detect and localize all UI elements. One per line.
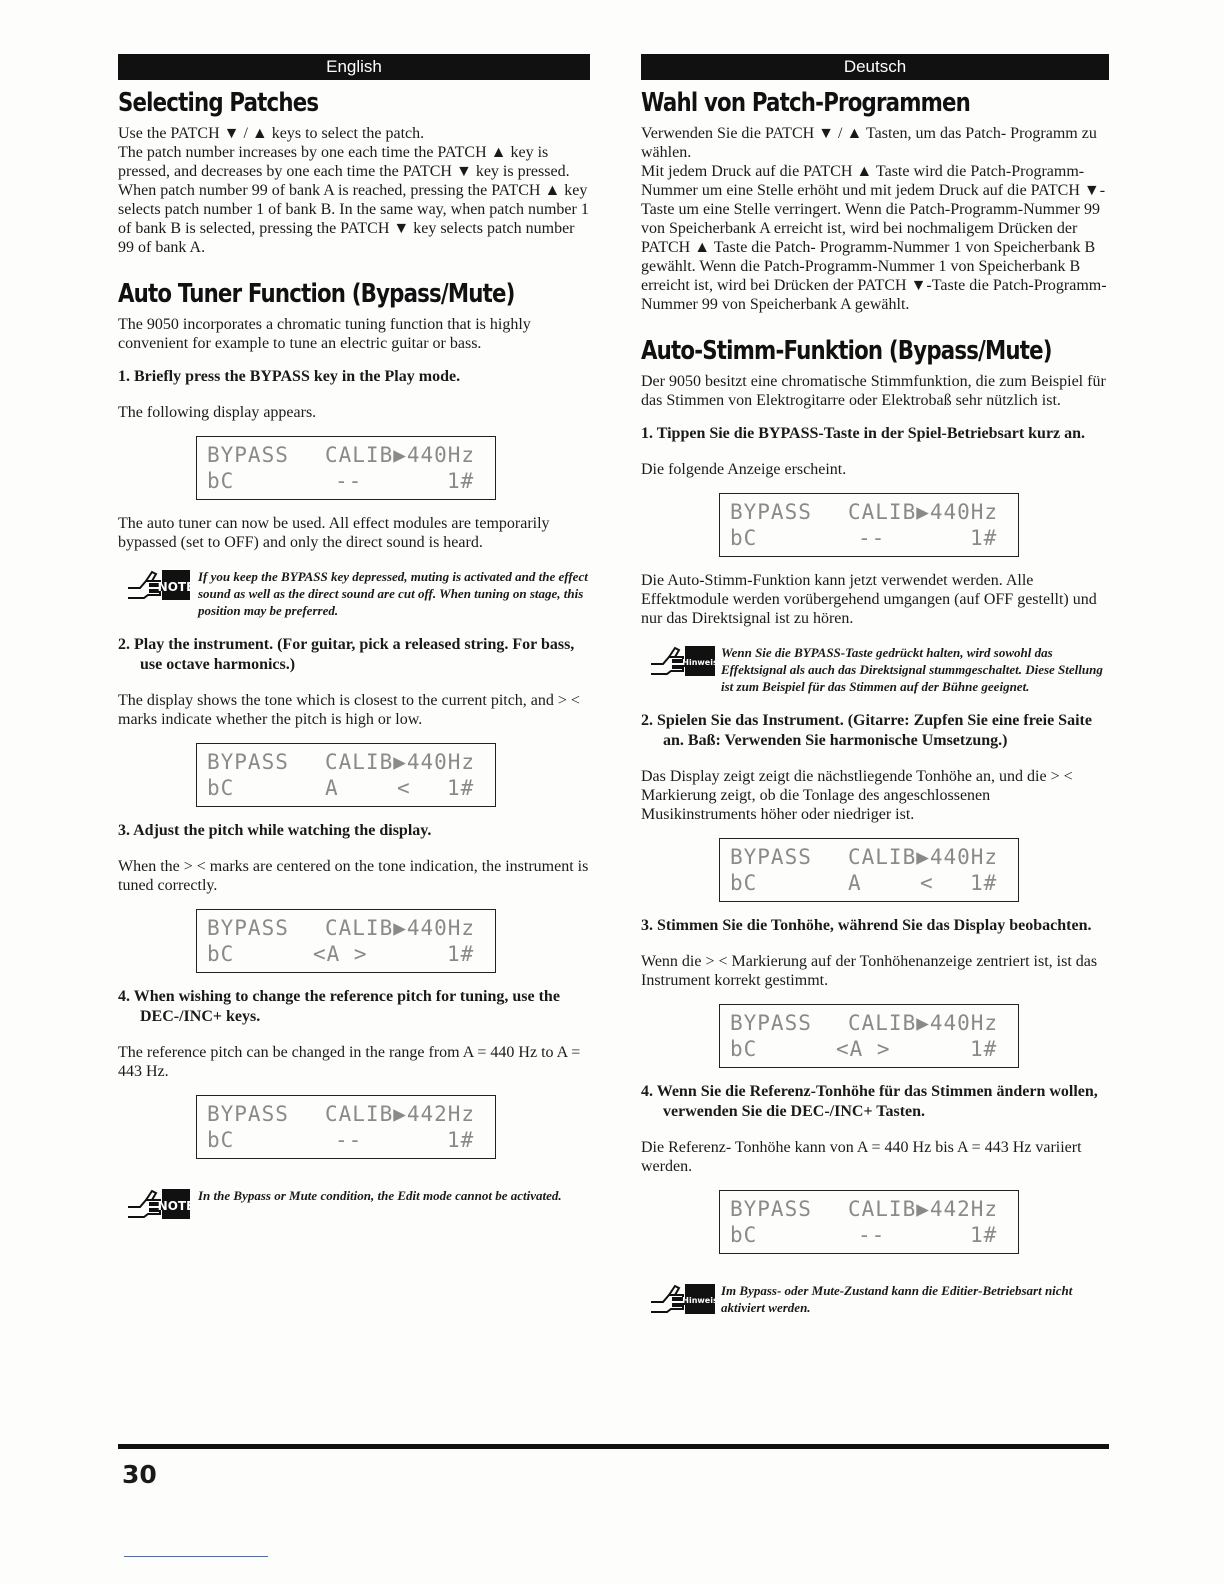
paragraph-auto-tuner-intro: The 9050 incorporates a chromatic tuning function that is highly convenient for example to tune an electric guitar or bass. (118, 316, 531, 352)
step-1: 1. Briefly press the BYPASS key in the Play mode. (118, 368, 461, 385)
lcd-text: 1# (447, 942, 475, 966)
lcd-text: bC (207, 776, 235, 800)
lcd-text: -- (335, 1128, 363, 1152)
deutsch-column (641, 54, 1109, 1332)
lcd-anzeige-4 (719, 1190, 1019, 1254)
note-hand-icon (641, 642, 721, 678)
absatz-nach-anzeige-1: Die Auto-Stimm-Funktion kann jetzt verwendet werden. Alle Effektmodule werden vorübergehend umgangen (auf OFF gestellt) und nur das Direktsignal ist zu hören. (641, 572, 1097, 627)
section-title-auto-stimm: Auto-Stimm-Funktion (Bypass/Mute) (641, 336, 1052, 366)
schritt-3: 3. Stimmen Sie die Tonhöhe, während Sie das Display beobachten. (641, 917, 1092, 934)
lcd-text: <A > (836, 1037, 891, 1061)
lcd-text: A (848, 871, 862, 895)
lcd-display-4 (196, 1095, 496, 1159)
svg-text:NOTE: NOTE (157, 580, 195, 594)
lcd-text: bC (730, 1223, 758, 1247)
lcd-text: 1# (970, 1037, 998, 1061)
lcd-text: -- (858, 1223, 886, 1247)
svg-text:Hinweis: Hinweis (682, 658, 718, 667)
schritt-2: 2. Spielen Sie das Instrument. (Gitarre: Zupfen Sie eine freie Saite an. Baß: Verwenden Sie harmonische Umsetzung.) (641, 712, 1092, 749)
paragraph-wahl-von-patch: Verwenden Sie die PATCH ▼ / ▲ Tasten, um das Patch- Programm zu wählen. Mit jedem Druck auf die PATCH ▲ Taste wird die Patch-Programm-Nummer um eine Stelle erhöht und mit jedem Druck auf die PATCH ▼-Taste um eine Stelle verringert. Wenn die Patch-Programm-Nummer 99 von Speicherbank A erreicht ist, wird bei nochmaligem Drücken der PATCH ▲ Taste die Patch- Programm-Nummer 1 von Speicherbank B gewählt. Wenn die Patch-Programm-Nummer 1 von Speicherbank B erreicht ist, wird bei Drücken der PATCH ▼-Taste die Patch-Programm- Nummer 99 von Speicherbank A gewählt. (641, 125, 1107, 313)
lcd-text: bC (207, 942, 235, 966)
lcd-text: 1# (970, 871, 998, 895)
lcd-text: BYPASS (207, 916, 289, 940)
page-number: 30 (122, 1460, 157, 1489)
schritt-3-text: Wenn die > < Markierung auf der Tonhöhenanzeige zentriert ist, ist das Instrument korrekt gestimmt. (641, 953, 1098, 989)
schritt-1: 1. Tippen Sie die BYPASS-Taste in der Spiel-Betriebsart kurz an. (641, 425, 1086, 442)
note-hand-icon (118, 1185, 198, 1221)
english-column (118, 54, 590, 1237)
section-title-wahl-von-patch: Wahl von Patch-Programmen (641, 88, 971, 118)
lcd-text: BYPASS (730, 1011, 812, 1035)
paragraph-auto-stimm-intro: Der 9050 besitzt eine chromatische Stimmfunktion, die zum Beispiel für das Stimmen von Elektrogitarre oder Elektrobaß sehr nützlich ist. (641, 373, 1106, 409)
lcd-text: CALIB▶440Hz (325, 443, 476, 467)
lcd-text: CALIB▶442Hz (325, 1102, 476, 1126)
lcd-text: BYPASS (730, 500, 812, 524)
lcd-text: bC (207, 469, 235, 493)
step-2: 2. Play the instrument. (For guitar, pick a released string. For bass, use octave harmonics.) (118, 636, 575, 673)
schritt-1-text: Die folgende Anzeige erscheint. (641, 461, 847, 478)
lcd-text: BYPASS (730, 1197, 812, 1221)
schritt-4: 4. Wenn Sie die Referenz-Tonhöhe für das Stimmen ändern wollen, verwenden Sie die DEC-/INC+ Tasten. (641, 1083, 1098, 1120)
footer-rule (118, 1444, 1109, 1449)
lcd-text: -- (858, 526, 886, 550)
lcd-text: -- (335, 469, 363, 493)
section-title-selecting-patches: Selecting Patches (118, 88, 319, 118)
svg-text:NOTE: NOTE (157, 1199, 195, 1213)
lcd-text: CALIB▶442Hz (848, 1197, 999, 1221)
lcd-text: BYPASS (207, 443, 289, 467)
lcd-text: BYPASS (207, 1102, 289, 1126)
hinweis-2 (641, 1280, 1109, 1316)
lcd-text: 1# (970, 1223, 998, 1247)
step-4-text: The reference pitch can be changed in the range from A = 440 Hz to A = 443 Hz. (118, 1044, 581, 1080)
note-1 (118, 566, 590, 619)
note-2 (118, 1185, 590, 1221)
bottom-line-decoration (124, 1556, 268, 1557)
step-3: 3. Adjust the pitch while watching the display. (118, 822, 432, 839)
hinweis-2-text: Im Bypass- oder Mute-Zustand kann die Editier-Betriebsart nicht aktiviert werden. (721, 1283, 1073, 1315)
lcd-text: <A > (313, 942, 368, 966)
lcd-text: BYPASS (207, 750, 289, 774)
lcd-text: CALIB▶440Hz (848, 1011, 999, 1035)
note-2-text: In the Bypass or Mute condition, the Edit mode cannot be activated. (198, 1188, 562, 1203)
lcd-text: < (920, 871, 934, 895)
lcd-text: 1# (447, 776, 475, 800)
language-header-deutsch: Deutsch (641, 54, 1109, 80)
lcd-text: bC (730, 871, 758, 895)
lcd-anzeige-3 (719, 1004, 1019, 1068)
lcd-text: < (397, 776, 411, 800)
lcd-display-1 (196, 436, 496, 500)
note-hand-icon (118, 566, 198, 602)
lcd-anzeige-2 (719, 838, 1019, 902)
svg-text:Hinweis: Hinweis (682, 1296, 718, 1305)
lcd-text: bC (730, 1037, 758, 1061)
schritt-2-text: Das Display zeigt zeigt die nächstliegende Tonhöhe an, und die > < Markierung zeigt, ob die Tonlage des angeschlossenen Musikinstruments höher oder niedriger ist. (641, 768, 1073, 823)
note-1-text: If you keep the BYPASS key depressed, muting is activated and the effect sound as well as the direct sound are cut off. When tuning on stage, this position may be preferred. (198, 569, 588, 618)
lcd-display-2 (196, 743, 496, 807)
lcd-text: A (325, 776, 339, 800)
step-2-text: The display shows the tone which is closest to the current pitch, and > < marks indicate whether the pitch is high or low. (118, 692, 580, 728)
step-3-text: When the > < marks are centered on the tone indication, the instrument is tuned correctly. (118, 858, 589, 894)
lcd-display-3 (196, 909, 496, 973)
schritt-4-text: Die Referenz- Tonhöhe kann von A = 440 Hz bis A = 443 Hz variiert werden. (641, 1139, 1082, 1175)
lcd-text: 1# (970, 526, 998, 550)
hinweis-1 (641, 642, 1109, 695)
note-hand-icon (641, 1280, 721, 1316)
lcd-text: 1# (447, 469, 475, 493)
lcd-text: BYPASS (730, 845, 812, 869)
lcd-text: CALIB▶440Hz (325, 916, 476, 940)
step-4: 4. When wishing to change the reference pitch for tuning, use the DEC-/INC+ keys. (118, 988, 560, 1025)
section-title-auto-tuner: Auto Tuner Function (Bypass/Mute) (118, 279, 515, 309)
language-header-english: English (118, 54, 590, 80)
lcd-text: bC (207, 1128, 235, 1152)
lcd-text: CALIB▶440Hz (848, 845, 999, 869)
step-1-text: The following display appears. (118, 404, 317, 421)
hinweis-1-text: Wenn Sie die BYPASS-Taste gedrückt halten, wird sowohl das Effektsignal als auch das Direktsignal stummgeschaltet. Diese Stellung ist zum Beispiel für das Stimmen auf der Bühne geeignet. (721, 645, 1103, 694)
lcd-anzeige-1 (719, 493, 1019, 557)
lcd-text: CALIB▶440Hz (848, 500, 999, 524)
lcd-text: CALIB▶440Hz (325, 750, 476, 774)
paragraph-selecting-patches: Use the PATCH ▼ / ▲ keys to select the patch. The patch number increases by one each time the PATCH ▲ key is pressed, and decreases by one each time the PATCH ▼ key is pressed. When patch number 99 of bank A is reached, pressing the PATCH ▲ key selects patch number 1 of bank B. In the same way, when patch number 1 of bank B is selected, pressing the PATCH ▼ key selects patch number 99 of bank A. (118, 125, 589, 256)
lcd-text: bC (730, 526, 758, 550)
paragraph-after-display-1: The auto tuner can now be used. All effect modules are temporarily bypassed (set to OFF) and only the direct sound is heard. (118, 515, 550, 551)
lcd-text: 1# (447, 1128, 475, 1152)
